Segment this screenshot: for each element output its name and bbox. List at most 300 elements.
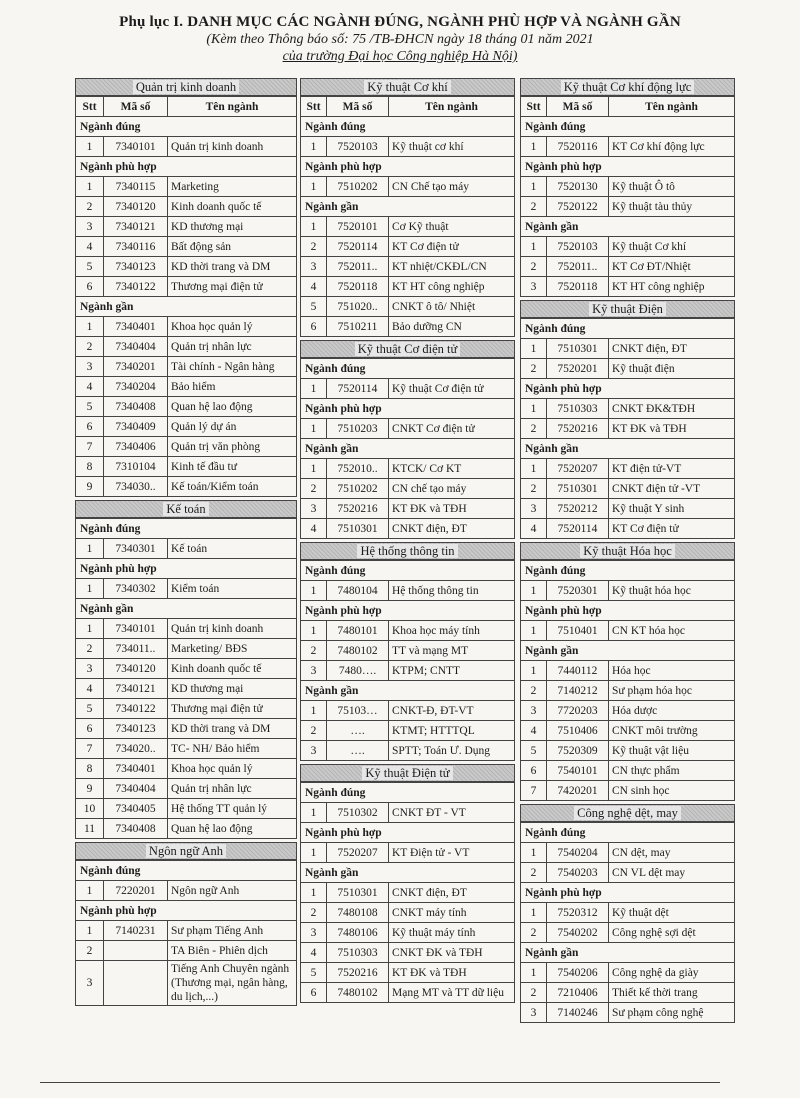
cell-stt: 2 xyxy=(301,237,327,257)
cell-ma-so: 7340122 xyxy=(104,699,168,719)
group-label: Ngành đúng xyxy=(521,319,735,339)
cell-stt: 2 xyxy=(521,983,547,1003)
group-label: Ngành phù hợp xyxy=(301,823,515,843)
cell-ten-nganh: Marketing xyxy=(168,177,297,197)
cell-ma-so: 7520103 xyxy=(547,237,609,257)
cell-stt: 4 xyxy=(76,377,104,397)
cell-ma-so: 7340301 xyxy=(104,539,168,559)
cell-ten-nganh: Kỹ thuật cơ khí xyxy=(389,137,515,157)
cell-stt: 11 xyxy=(76,819,104,839)
footer-divider xyxy=(40,1082,720,1083)
cell-ma-so: 7340123 xyxy=(104,257,168,277)
cell-ma-so: 7340406 xyxy=(104,437,168,457)
cell-stt: 1 xyxy=(301,379,327,399)
cell-ma-so: 7510301 xyxy=(327,883,389,903)
cell-ten-nganh: CN sinh học xyxy=(609,781,735,801)
cell-stt: 4 xyxy=(76,237,104,257)
table-row xyxy=(521,581,735,601)
table-row xyxy=(301,317,515,337)
cell-stt: 2 xyxy=(521,479,547,499)
group-label: Ngành gần xyxy=(301,863,515,883)
group-row xyxy=(301,863,515,883)
table-row xyxy=(521,277,735,297)
cell-ten-nganh: CN VL dệt may xyxy=(609,863,735,883)
cell-ma-so: 7520201 xyxy=(547,359,609,379)
table-row xyxy=(301,923,515,943)
table-row xyxy=(76,357,297,377)
group-label: Ngành gần xyxy=(301,439,515,459)
cell-stt: 3 xyxy=(301,661,327,681)
group-label: Ngành đúng xyxy=(521,117,735,137)
cell-stt: 3 xyxy=(76,357,104,377)
section-ky-thuat-dien-tu xyxy=(300,764,515,1003)
table-row xyxy=(76,317,297,337)
document-subtitle: (Kèm theo Thông báo số: 75 /TB-ĐHCN ngày 18 tháng 01 năm 2021 xyxy=(206,32,594,47)
table-row xyxy=(76,659,297,679)
cell-ten-nganh: Quan hệ lao động xyxy=(168,819,297,839)
cell-stt: 3 xyxy=(521,499,547,519)
cell-ma-so: 7520216 xyxy=(547,419,609,439)
table-header-row xyxy=(521,97,735,117)
cell-stt: 7 xyxy=(76,437,104,457)
cell-ten-nganh: Kỹ thuật Ô tô xyxy=(609,177,735,197)
table-row xyxy=(76,477,297,497)
cell-stt: 1 xyxy=(521,903,547,923)
section-title-text: Kỹ thuật Cơ điện tử xyxy=(355,342,461,356)
cell-stt: 1 xyxy=(76,579,104,599)
cell-ma-so: 7520301 xyxy=(547,581,609,601)
cell-ten-nganh: Kỹ thuật Cơ khí xyxy=(609,237,735,257)
cell-ma-so: 7340408 xyxy=(104,819,168,839)
cell-stt: 3 xyxy=(76,659,104,679)
cell-stt: 1 xyxy=(521,843,547,863)
cell-stt: 2 xyxy=(521,681,547,701)
cell-ten-nganh: Mạng MT và TT dữ liệu xyxy=(389,983,515,1003)
table-row xyxy=(521,1003,735,1023)
cell-ma-so: 7520118 xyxy=(547,277,609,297)
cell-ten-nganh: Quản trị kinh doanh xyxy=(168,137,297,157)
cell-ma-so: 7340122 xyxy=(104,277,168,297)
cell-ma-so: 7520309 xyxy=(547,741,609,761)
group-label: Ngành gần xyxy=(521,943,735,963)
cell-ten-nganh: TT và mạng MT xyxy=(389,641,515,661)
table-row xyxy=(521,499,735,519)
group-row xyxy=(521,883,735,903)
section-title-text: Kế toán xyxy=(163,502,208,516)
cell-stt: 1 xyxy=(76,317,104,337)
cell-ten-nganh: TC- NH/ Bảo hiểm xyxy=(168,739,297,759)
cell-stt: 1 xyxy=(521,399,547,419)
table-row xyxy=(301,257,515,277)
table-row xyxy=(521,701,735,721)
table-row xyxy=(301,963,515,983)
cell-stt: 1 xyxy=(301,803,327,823)
table-row xyxy=(521,479,735,499)
cell-stt: 3 xyxy=(301,923,327,943)
major-table xyxy=(300,782,515,1003)
section-ky-thuat-co-dien-tu xyxy=(300,340,515,539)
table-row xyxy=(521,761,735,781)
group-row xyxy=(301,601,515,621)
cell-ma-so: 751020.. xyxy=(327,297,389,317)
group-row xyxy=(301,117,515,137)
cell-ten-nganh: CN Chế tạo máy xyxy=(389,177,515,197)
cell-ma-so: …. xyxy=(327,741,389,761)
column-header-ten-nganh: Tên ngành xyxy=(168,97,297,117)
section-ky-thuat-hoa-hoc xyxy=(520,542,735,801)
cell-ma-so: 7510302 xyxy=(327,803,389,823)
cell-stt: 2 xyxy=(301,641,327,661)
group-label: Ngành phù hợp xyxy=(521,379,735,399)
cell-ma-so: 7510301 xyxy=(547,479,609,499)
cell-ten-nganh: Bảo dưỡng CN xyxy=(389,317,515,337)
group-row xyxy=(76,861,297,881)
section-title xyxy=(300,340,515,358)
cell-ma-so: 7540204 xyxy=(547,843,609,863)
section-title xyxy=(520,542,735,560)
cell-ma-so: 7520116 xyxy=(547,137,609,157)
cell-ma-so: 7340115 xyxy=(104,177,168,197)
cell-stt: 6 xyxy=(76,719,104,739)
cell-stt: 2 xyxy=(521,923,547,943)
cell-ma-so: 7420201 xyxy=(547,781,609,801)
cell-stt: 6 xyxy=(76,417,104,437)
cell-ten-nganh: TA Biên - Phiên dịch xyxy=(168,941,297,961)
cell-ma-so xyxy=(104,941,168,961)
table-row xyxy=(521,721,735,741)
table-row xyxy=(521,137,735,157)
cell-ten-nganh: KT Cơ khí động lực xyxy=(609,137,735,157)
cell-ten-nganh: CNKT ĐK&TĐH xyxy=(609,399,735,419)
table-row xyxy=(521,177,735,197)
group-row xyxy=(521,439,735,459)
section-title-text: Hệ thống thông tin xyxy=(357,544,457,558)
cell-ma-so: 7480…. xyxy=(327,661,389,681)
cell-ten-nganh: CN chế tạo máy xyxy=(389,479,515,499)
cell-stt: 2 xyxy=(76,941,104,961)
cell-stt: 3 xyxy=(301,257,327,277)
cell-stt: 6 xyxy=(76,277,104,297)
cell-ma-so xyxy=(104,961,168,1006)
table-row xyxy=(76,719,297,739)
cell-ma-so: 7510202 xyxy=(327,479,389,499)
cell-ten-nganh: Quản trị nhân lực xyxy=(168,337,297,357)
cell-stt: 1 xyxy=(521,963,547,983)
table-row xyxy=(521,983,735,1003)
table-row xyxy=(76,961,297,1006)
cell-stt: 1 xyxy=(76,921,104,941)
major-table xyxy=(75,860,297,1006)
cell-ten-nganh: CNKT điện, ĐT xyxy=(609,339,735,359)
column-header-ten-nganh: Tên ngành xyxy=(609,97,735,117)
cell-ten-nganh: Kỹ thuật tàu thủy xyxy=(609,197,735,217)
cell-ma-so: 7480108 xyxy=(327,903,389,923)
section-he-thong-thong-tin xyxy=(300,542,515,761)
cell-ma-so: 7520212 xyxy=(547,499,609,519)
cell-stt: 1 xyxy=(301,883,327,903)
group-label: Ngành gần xyxy=(76,297,297,317)
table-row xyxy=(301,621,515,641)
cell-ten-nganh: CNKT điện tử -VT xyxy=(609,479,735,499)
cell-stt: 3 xyxy=(76,217,104,237)
table-row xyxy=(301,903,515,923)
cell-stt: 5 xyxy=(76,397,104,417)
cell-ma-so: 7540202 xyxy=(547,923,609,943)
cell-ma-so: 7340121 xyxy=(104,679,168,699)
column-header-ma-so: Mã số xyxy=(104,97,168,117)
cell-ma-so: 7520103 xyxy=(327,137,389,157)
group-label: Ngành đúng xyxy=(76,519,297,539)
cell-ten-nganh: KTCK/ Cơ KT xyxy=(389,459,515,479)
cell-ten-nganh: Ngôn ngữ Anh xyxy=(168,881,297,901)
group-label: Ngành phù hợp xyxy=(521,601,735,621)
section-quan-tri-kinh-doanh xyxy=(75,78,297,497)
cell-stt: 1 xyxy=(301,459,327,479)
table-row xyxy=(521,339,735,359)
table-row xyxy=(301,983,515,1003)
table-row xyxy=(521,519,735,539)
cell-ten-nganh: CNKT máy tính xyxy=(389,903,515,923)
group-row xyxy=(521,319,735,339)
group-row xyxy=(76,157,297,177)
table-row xyxy=(301,237,515,257)
cell-stt: 4 xyxy=(521,519,547,539)
section-title-text: Kỹ thuật Điện tử xyxy=(362,766,452,780)
cell-ten-nganh: Sư phạm Tiếng Anh xyxy=(168,921,297,941)
cell-ten-nganh: Kỹ thuật Cơ điện tử xyxy=(389,379,515,399)
cell-ma-so: 7520216 xyxy=(327,499,389,519)
cell-stt: 3 xyxy=(521,1003,547,1023)
cell-ma-so: 7540101 xyxy=(547,761,609,781)
cell-ten-nganh: CN KT hóa học xyxy=(609,621,735,641)
group-label: Ngành phù hợp xyxy=(521,883,735,903)
major-table xyxy=(520,560,735,801)
cell-ma-so: 7480102 xyxy=(327,983,389,1003)
cell-ma-so: 7310104 xyxy=(104,457,168,477)
cell-ma-so: 7520114 xyxy=(547,519,609,539)
major-table xyxy=(300,560,515,761)
group-row xyxy=(76,297,297,317)
cell-stt: 2 xyxy=(521,359,547,379)
cell-ma-so: 7340409 xyxy=(104,417,168,437)
group-row xyxy=(521,943,735,963)
table-row xyxy=(76,799,297,819)
section-title xyxy=(520,804,735,822)
cell-stt: 1 xyxy=(301,217,327,237)
cell-stt: 5 xyxy=(521,741,547,761)
cell-stt: 3 xyxy=(521,701,547,721)
cell-ten-nganh: KD thời trang và DM xyxy=(168,719,297,739)
cell-ma-so: 7340404 xyxy=(104,779,168,799)
cell-ten-nganh: Hệ thống TT quản lý xyxy=(168,799,297,819)
cell-ten-nganh: Thiết kế thời trang xyxy=(609,983,735,1003)
group-label: Ngành đúng xyxy=(301,561,515,581)
table-row xyxy=(76,437,297,457)
table-row xyxy=(521,359,735,379)
cell-ten-nganh: CNKT ĐT - VT xyxy=(389,803,515,823)
table-row xyxy=(301,459,515,479)
group-label: Ngành phù hợp xyxy=(76,559,297,579)
table-row xyxy=(521,399,735,419)
table-row xyxy=(521,197,735,217)
table-row xyxy=(76,237,297,257)
major-table xyxy=(75,518,297,839)
group-label: Ngành phù hợp xyxy=(76,157,297,177)
cell-stt: 1 xyxy=(76,619,104,639)
cell-ma-so: 7520207 xyxy=(547,459,609,479)
cell-ma-so: …. xyxy=(327,721,389,741)
cell-stt: 4 xyxy=(76,679,104,699)
table-row xyxy=(301,137,515,157)
cell-ten-nganh: Kỹ thuật Y sinh xyxy=(609,499,735,519)
cell-ma-so: 7510203 xyxy=(327,419,389,439)
cell-stt: 2 xyxy=(521,197,547,217)
table-row xyxy=(301,581,515,601)
cell-ten-nganh: KT ĐK và TĐH xyxy=(609,419,735,439)
cell-ma-so: 7140231 xyxy=(104,921,168,941)
cell-ten-nganh: Công nghệ sợi dệt xyxy=(609,923,735,943)
cell-stt: 4 xyxy=(301,277,327,297)
cell-ma-so: 7520207 xyxy=(327,843,389,863)
column-left xyxy=(75,78,297,1009)
cell-ten-nganh: KD thời trang và DM xyxy=(168,257,297,277)
cell-ten-nganh: KD thương mại xyxy=(168,679,297,699)
group-label: Ngành đúng xyxy=(301,783,515,803)
section-ngon-ngu-anh xyxy=(75,842,297,1006)
group-row xyxy=(76,519,297,539)
table-row xyxy=(301,943,515,963)
cell-stt: 9 xyxy=(76,477,104,497)
cell-ma-so: 7140212 xyxy=(547,681,609,701)
cell-stt: 1 xyxy=(301,419,327,439)
group-label: Ngành gần xyxy=(521,217,735,237)
cell-ten-nganh: Kỹ thuật hóa học xyxy=(609,581,735,601)
cell-ma-so: 7520312 xyxy=(547,903,609,923)
column-middle xyxy=(300,78,515,1006)
cell-stt: 6 xyxy=(521,761,547,781)
group-label: Ngành đúng xyxy=(76,861,297,881)
cell-ten-nganh: Kinh doanh quốc tế xyxy=(168,659,297,679)
cell-ten-nganh: KT nhiệt/CKĐL/CN xyxy=(389,257,515,277)
cell-stt: 3 xyxy=(76,961,104,1006)
cell-stt: 2 xyxy=(76,197,104,217)
table-row xyxy=(76,579,297,599)
section-title xyxy=(300,764,515,782)
cell-ten-nganh: Sư phạm hóa học xyxy=(609,681,735,701)
table-row xyxy=(301,217,515,237)
table-row xyxy=(76,639,297,659)
section-title xyxy=(75,500,297,518)
cell-ma-so: 734030.. xyxy=(104,477,168,497)
section-title xyxy=(300,78,515,96)
group-row xyxy=(301,681,515,701)
cell-stt: 6 xyxy=(301,983,327,1003)
cell-ten-nganh: Kỹ thuật vật liệu xyxy=(609,741,735,761)
cell-ten-nganh: Kế toán/Kiểm toán xyxy=(168,477,297,497)
cell-ma-so: 7340401 xyxy=(104,317,168,337)
cell-ten-nganh: CNKT điện, ĐT xyxy=(389,883,515,903)
cell-ten-nganh: KT HT công nghiệp xyxy=(389,277,515,297)
cell-ma-so: 7720203 xyxy=(547,701,609,721)
cell-ma-so: 7340405 xyxy=(104,799,168,819)
cell-ten-nganh: Khoa học quản lý xyxy=(168,759,297,779)
cell-ten-nganh: Khoa học máy tính xyxy=(389,621,515,641)
cell-ma-so: 7340204 xyxy=(104,377,168,397)
cell-ten-nganh: KT Cơ điện tử xyxy=(389,237,515,257)
cell-ten-nganh: Kỹ thuật điện xyxy=(609,359,735,379)
cell-ten-nganh: KT ĐK và TĐH xyxy=(389,499,515,519)
group-label: Ngành gần xyxy=(301,197,515,217)
cell-ma-so: 7340302 xyxy=(104,579,168,599)
table-row xyxy=(521,621,735,641)
cell-ma-so: 7520114 xyxy=(327,379,389,399)
section-ke-toan xyxy=(75,500,297,839)
table-row xyxy=(76,739,297,759)
section-title-text: Quản trị kinh doanh xyxy=(133,80,239,94)
document-header xyxy=(0,14,800,65)
cell-ten-nganh: KTMT; HTTTQL xyxy=(389,721,515,741)
major-table xyxy=(520,318,735,539)
table-row xyxy=(301,379,515,399)
cell-stt: 1 xyxy=(521,661,547,681)
cell-ten-nganh: KT Điện tử - VT xyxy=(389,843,515,863)
group-label: Ngành đúng xyxy=(301,359,515,379)
cell-stt: 1 xyxy=(301,177,327,197)
cell-ten-nganh: KT Cơ ĐT/Nhiệt xyxy=(609,257,735,277)
cell-ma-so: 7540206 xyxy=(547,963,609,983)
table-row xyxy=(301,177,515,197)
table-row xyxy=(521,863,735,883)
cell-stt: 1 xyxy=(76,539,104,559)
table-row xyxy=(76,137,297,157)
cell-stt: 5 xyxy=(301,963,327,983)
group-row xyxy=(301,823,515,843)
table-row xyxy=(521,257,735,277)
cell-ma-so: 7210406 xyxy=(547,983,609,1003)
cell-stt: 5 xyxy=(301,297,327,317)
cell-ten-nganh: CNKT môi trường xyxy=(609,721,735,741)
table-row xyxy=(76,377,297,397)
column-header-ma-so: Mã số xyxy=(327,97,389,117)
table-row xyxy=(76,619,297,639)
cell-stt: 3 xyxy=(521,277,547,297)
cell-stt: 7 xyxy=(76,739,104,759)
group-label: Ngành đúng xyxy=(521,561,735,581)
table-row xyxy=(301,741,515,761)
cell-ma-so: 734020.. xyxy=(104,739,168,759)
section-title-text: Kỹ thuật Điện xyxy=(589,302,666,316)
section-title xyxy=(75,842,297,860)
cell-ten-nganh: CNKT Cơ điện tử xyxy=(389,419,515,439)
cell-stt: 2 xyxy=(301,721,327,741)
cell-ma-so: 734011.. xyxy=(104,639,168,659)
cell-stt: 1 xyxy=(521,581,547,601)
section-ky-thuat-dien xyxy=(520,300,735,539)
table-row xyxy=(521,459,735,479)
cell-stt: 4 xyxy=(521,721,547,741)
cell-ma-so: 7340101 xyxy=(104,619,168,639)
cell-ma-so: 7340401 xyxy=(104,759,168,779)
cell-ma-so: 7340121 xyxy=(104,217,168,237)
group-label: Ngành phù hợp xyxy=(301,157,515,177)
group-label: Ngành đúng xyxy=(521,823,735,843)
cell-stt: 1 xyxy=(76,137,104,157)
cell-ten-nganh: CNKT-Đ, ĐT-VT xyxy=(389,701,515,721)
column-header-stt: Stt xyxy=(76,97,104,117)
table-row xyxy=(76,779,297,799)
column-header-ma-so: Mã số xyxy=(547,97,609,117)
group-row xyxy=(301,399,515,419)
